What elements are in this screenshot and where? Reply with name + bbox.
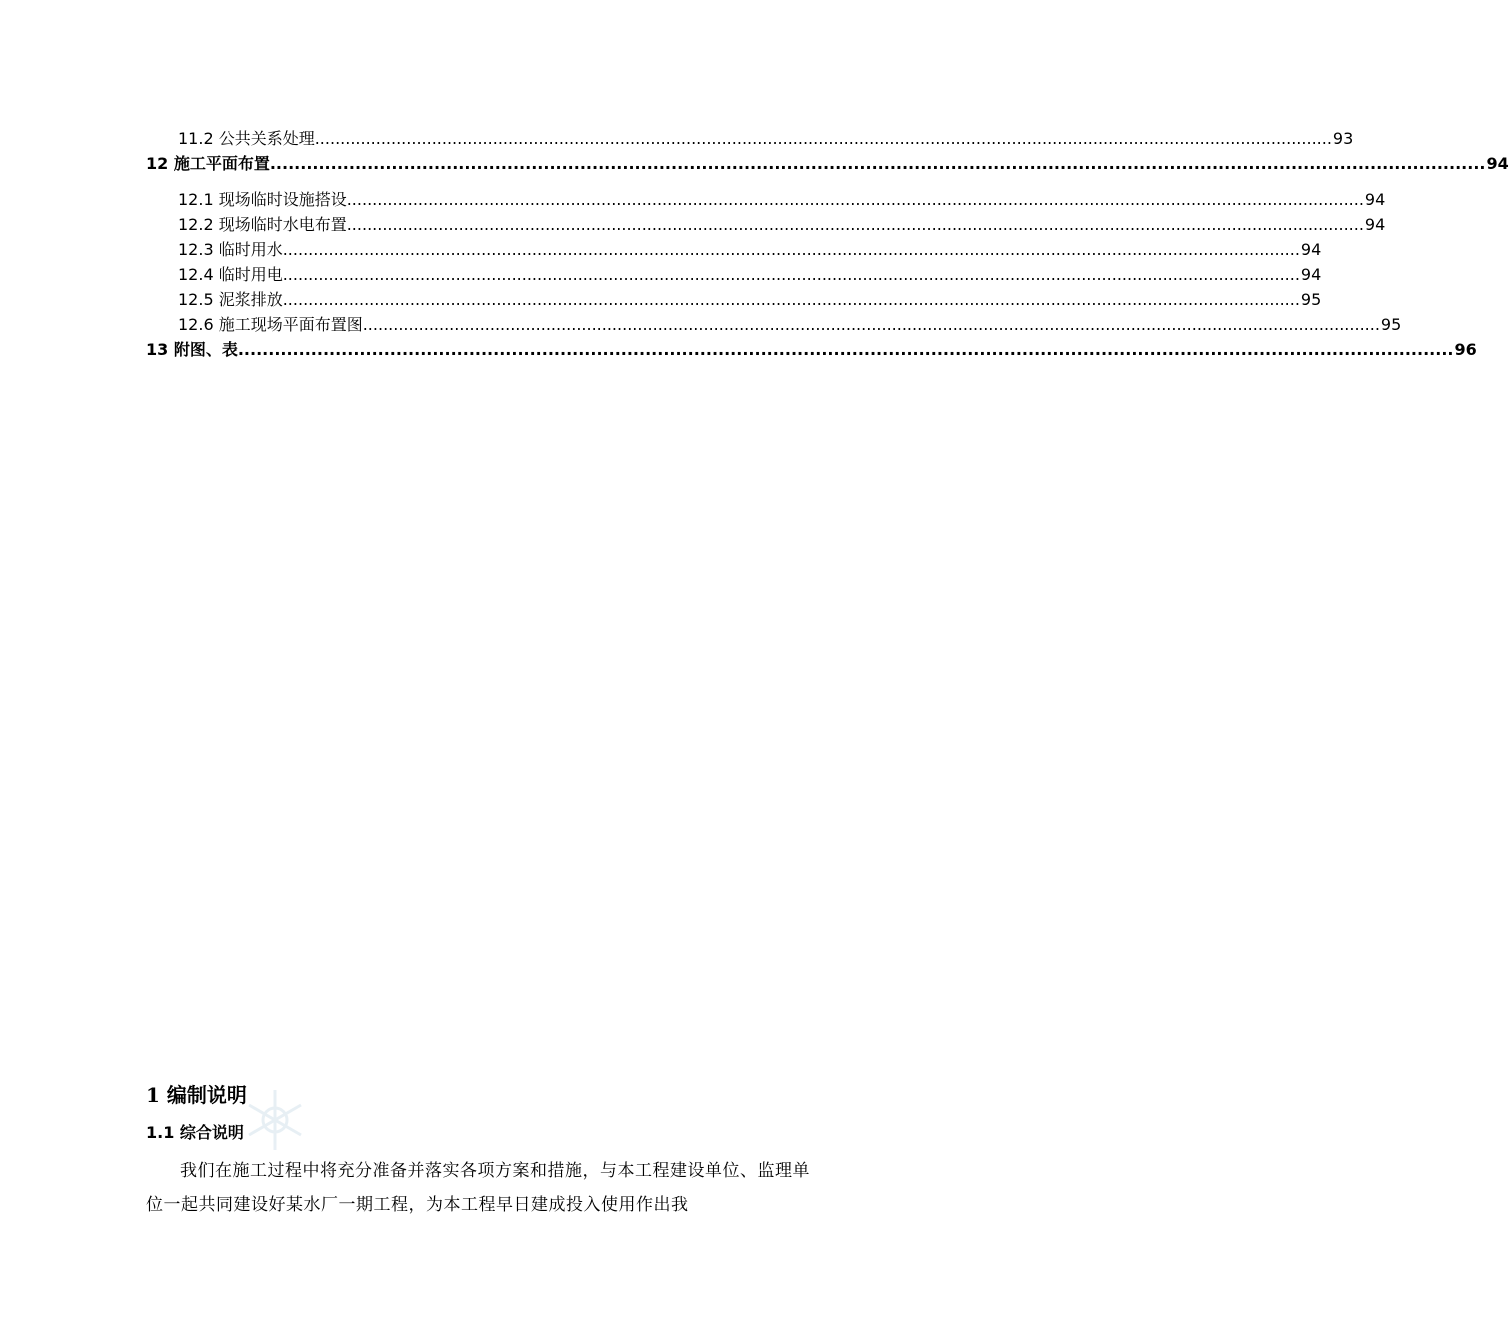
toc-entry-page: 94 [1486,154,1509,173]
toc-entry-page: 96 [1454,340,1477,359]
section-heading: 1 编制说明 [146,1083,247,1107]
document-body [146,1080,826,1222]
toc-entry-label: 12.6 施工现场平面布置图 [178,315,363,334]
toc-entry-page: 94 [1300,265,1322,284]
toc-entry[interactable] [146,126,1354,151]
toc-entry-label: 12.4 临时用电 [178,265,283,284]
toc-entry[interactable] [146,151,1509,176]
toc-entry[interactable] [146,312,1402,337]
toc-leader-dots: ........................................................................................................................................................................................................ [314,129,1332,148]
toc-leader-dots: ........................................................................................................................................................................................................ [269,154,1486,173]
toc-entry-page: 95 [1300,290,1322,309]
toc-entry-label: 12.2 现场临时水电布置 [178,215,347,234]
toc-entry-page: 94 [1300,240,1322,259]
toc-entry[interactable] [146,337,1477,362]
toc-leader-dots: ........................................................................................................................................................................................................ [237,340,1454,359]
subsection-heading: 1.1 综合说明 [146,1123,244,1142]
toc-entry-label: 12.3 临时用水 [178,240,283,259]
table-of-contents [146,126,1509,362]
toc-entry[interactable] [146,187,1386,212]
toc-entry-page: 95 [1380,315,1402,334]
toc-leader-dots: ........................................................................................................................................................................................................ [282,265,1300,284]
toc-entry-page: 93 [1332,129,1354,148]
toc-entry-page: 94 [1364,215,1386,234]
toc-entry-label: 13 附图、表 [146,340,238,359]
toc-leader-dots: ........................................................................................................................................................................................................ [282,240,1300,259]
toc-entry[interactable] [146,212,1386,237]
toc-entry[interactable] [146,262,1322,287]
toc-entry-label: 11.2 公共关系处理 [178,129,315,148]
toc-leader-dots: ........................................................................................................................................................................................................ [282,290,1300,309]
body-paragraph: 我们在施工过程中将充分准备并落实各项方案和措施，与本工程建设单位、监理单位一起共同建设好某水厂一期工程，为本工程早日建成投入使用作出我 [146,1161,810,1215]
toc-leader-dots: ........................................................................................................................................................................................................ [362,315,1380,334]
toc-entry-label: 12 施工平面布置 [146,154,270,173]
toc-entry-label: 12.1 现场临时设施搭设 [178,190,347,209]
toc-entry-label: 12.5 泥浆排放 [178,290,283,309]
toc-entry[interactable] [146,287,1322,312]
toc-entry[interactable] [146,237,1322,262]
toc-leader-dots: ........................................................................................................................................................................................................ [346,190,1364,209]
toc-entry-page: 94 [1364,190,1386,209]
toc-leader-dots: ........................................................................................................................................................................................................ [346,215,1364,234]
